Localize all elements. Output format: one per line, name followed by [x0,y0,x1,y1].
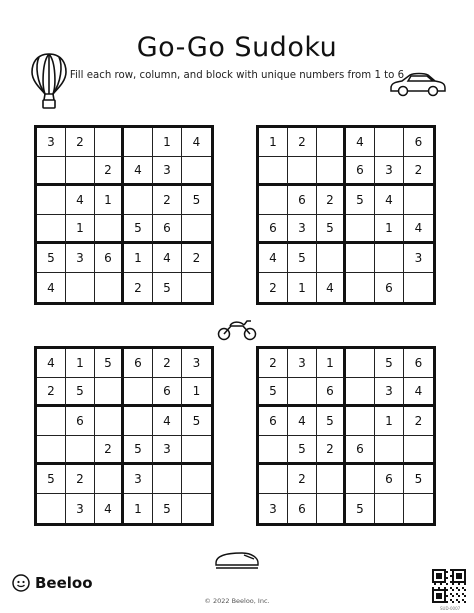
sudoku-cell: 2 [66,128,95,157]
sudoku-cell [259,436,288,465]
sudoku-cell [95,378,124,407]
sudoku-cell: 3 [288,215,317,244]
sudoku-cell: 3 [37,128,66,157]
sudoku-cell [317,157,346,186]
sudoku-cell [37,215,66,244]
sudoku-cell: 2 [259,349,288,378]
sudoku-cell: 1 [124,244,153,273]
sudoku-cell [182,157,211,186]
sudoku-cell [95,128,124,157]
sudoku-cell [346,465,375,494]
sudoku-cell [346,349,375,378]
sudoku-cell: 5 [317,215,346,244]
sudoku-cell [37,494,66,523]
brand-logo [12,574,93,592]
sudoku-cell: 6 [124,349,153,378]
sudoku-cell [375,494,404,523]
sudoku-cell [404,436,433,465]
sudoku-cell [317,465,346,494]
sudoku-cell [182,215,211,244]
sudoku-cell: 1 [259,128,288,157]
sudoku-cell: 1 [153,128,182,157]
sudoku-cell [95,407,124,436]
sudoku-cell: 1 [66,215,95,244]
sudoku-cell: 2 [259,273,288,302]
sudoku-cell: 6 [375,465,404,494]
sudoku-cell: 3 [404,244,433,273]
qr-code-icon [432,569,466,603]
sudoku-puzzle-1 [34,125,214,305]
sudoku-cell: 2 [37,378,66,407]
hot-air-balloon-icon [30,52,68,110]
sudoku-cell: 4 [182,128,211,157]
worksheet-code: SUD-0007 [440,606,461,611]
sudoku-cell: 3 [153,436,182,465]
sudoku-cell: 4 [317,273,346,302]
sudoku-cell: 3 [153,157,182,186]
sudoku-cell: 4 [259,244,288,273]
sudoku-cell: 5 [288,244,317,273]
sudoku-cell [404,494,433,523]
sudoku-cell: 3 [288,349,317,378]
sudoku-puzzle-3 [34,346,214,526]
sudoku-cell: 2 [182,244,211,273]
sudoku-cell: 4 [153,407,182,436]
sudoku-cell: 2 [317,186,346,215]
sudoku-cell: 4 [346,128,375,157]
instructions: Fill each row, column, and block with unique numbers from 1 to 6 [69,70,405,81]
sudoku-cell [182,494,211,523]
sudoku-cell: 5 [259,378,288,407]
sudoku-cell: 6 [95,244,124,273]
sudoku-cell: 6 [153,215,182,244]
sudoku-cell: 1 [375,215,404,244]
sudoku-cell [375,244,404,273]
sudoku-cell [346,215,375,244]
sudoku-cell: 1 [375,407,404,436]
sudoku-cell [182,273,211,302]
sudoku-cell: 2 [404,407,433,436]
sudoku-cell: 3 [375,157,404,186]
train-icon [214,548,260,570]
sudoku-cell: 2 [317,436,346,465]
sudoku-cell: 5 [66,378,95,407]
sudoku-cell [182,436,211,465]
sudoku-cell [317,128,346,157]
sudoku-cell [66,436,95,465]
sudoku-cell: 6 [259,407,288,436]
sudoku-cell [317,244,346,273]
sudoku-cell: 6 [259,215,288,244]
sudoku-cell [66,157,95,186]
sudoku-cell: 3 [66,494,95,523]
sudoku-cell: 1 [124,494,153,523]
sudoku-cell: 6 [288,494,317,523]
sudoku-cell: 5 [182,186,211,215]
sudoku-cell [95,215,124,244]
sudoku-cell [288,378,317,407]
sudoku-cell: 1 [182,378,211,407]
sudoku-cell [317,494,346,523]
sudoku-cell: 5 [404,465,433,494]
motorcycle-icon [216,317,258,341]
sudoku-cell: 1 [317,349,346,378]
sudoku-cell: 2 [288,465,317,494]
sudoku-cell: 5 [153,494,182,523]
sudoku-cell: 5 [182,407,211,436]
sudoku-cell: 3 [66,244,95,273]
sudoku-cell: 5 [124,436,153,465]
sudoku-cell: 5 [37,244,66,273]
sudoku-cell [404,186,433,215]
sudoku-cell: 6 [317,378,346,407]
sudoku-cell: 4 [66,186,95,215]
sudoku-cell: 5 [124,215,153,244]
sudoku-cell: 4 [404,378,433,407]
sudoku-cell: 6 [375,273,404,302]
sudoku-cell [375,128,404,157]
sudoku-cell: 4 [37,349,66,378]
sudoku-cell: 2 [66,465,95,494]
sudoku-cell [153,465,182,494]
sudoku-cell [375,436,404,465]
sudoku-cell: 4 [288,407,317,436]
sudoku-cell [124,186,153,215]
sudoku-cell [346,407,375,436]
sudoku-cell: 1 [288,273,317,302]
sudoku-cell [259,465,288,494]
sudoku-cell [346,244,375,273]
sudoku-cell: 1 [95,186,124,215]
sudoku-cell: 4 [153,244,182,273]
sudoku-cell: 5 [346,186,375,215]
sudoku-cell: 5 [375,349,404,378]
bee-logo-icon [12,574,30,592]
sudoku-cell: 2 [153,349,182,378]
sudoku-cell [124,407,153,436]
sudoku-cell [66,273,95,302]
sudoku-cell: 2 [124,273,153,302]
sudoku-cell: 2 [288,128,317,157]
sudoku-cell [95,465,124,494]
sudoku-cell: 3 [182,349,211,378]
sudoku-cell: 6 [66,407,95,436]
sudoku-cell: 6 [404,349,433,378]
sudoku-cell [346,378,375,407]
sudoku-cell: 6 [153,378,182,407]
sudoku-cell: 5 [153,273,182,302]
sudoku-cell: 4 [95,494,124,523]
sudoku-cell: 5 [37,465,66,494]
sudoku-cell: 6 [346,436,375,465]
sudoku-cell: 5 [288,436,317,465]
sudoku-cell [37,436,66,465]
sudoku-cell [182,465,211,494]
sudoku-cell [259,157,288,186]
sudoku-cell: 1 [66,349,95,378]
sudoku-cell: 4 [375,186,404,215]
brand-name: Beeloo [35,574,93,592]
sudoku-cell: 6 [288,186,317,215]
sudoku-cell: 6 [346,157,375,186]
sudoku-cell [37,407,66,436]
sudoku-cell: 5 [346,494,375,523]
sudoku-cell: 4 [124,157,153,186]
page-title: Go-Go Sudoku [136,32,338,63]
sudoku-cell: 3 [375,378,404,407]
sudoku-cell: 3 [124,465,153,494]
sudoku-cell [288,157,317,186]
sudoku-cell [124,378,153,407]
sudoku-cell [259,186,288,215]
sudoku-cell [404,273,433,302]
sudoku-cell [124,128,153,157]
sudoku-cell: 4 [37,273,66,302]
sudoku-cell [37,157,66,186]
sudoku-cell: 2 [404,157,433,186]
sudoku-cell [346,273,375,302]
sudoku-cell [37,186,66,215]
sudoku-cell: 2 [153,186,182,215]
sudoku-cell: 4 [404,215,433,244]
sudoku-cell: 5 [317,407,346,436]
copyright-text: © 2022 Beeloo, Inc. [204,597,270,605]
car-icon [388,70,448,98]
sudoku-cell: 6 [404,128,433,157]
sudoku-puzzle-4 [256,346,436,526]
sudoku-cell: 5 [95,349,124,378]
sudoku-cell: 2 [95,157,124,186]
sudoku-cell [95,273,124,302]
sudoku-cell: 3 [259,494,288,523]
sudoku-puzzle-2 [256,125,436,305]
sudoku-cell: 2 [95,436,124,465]
